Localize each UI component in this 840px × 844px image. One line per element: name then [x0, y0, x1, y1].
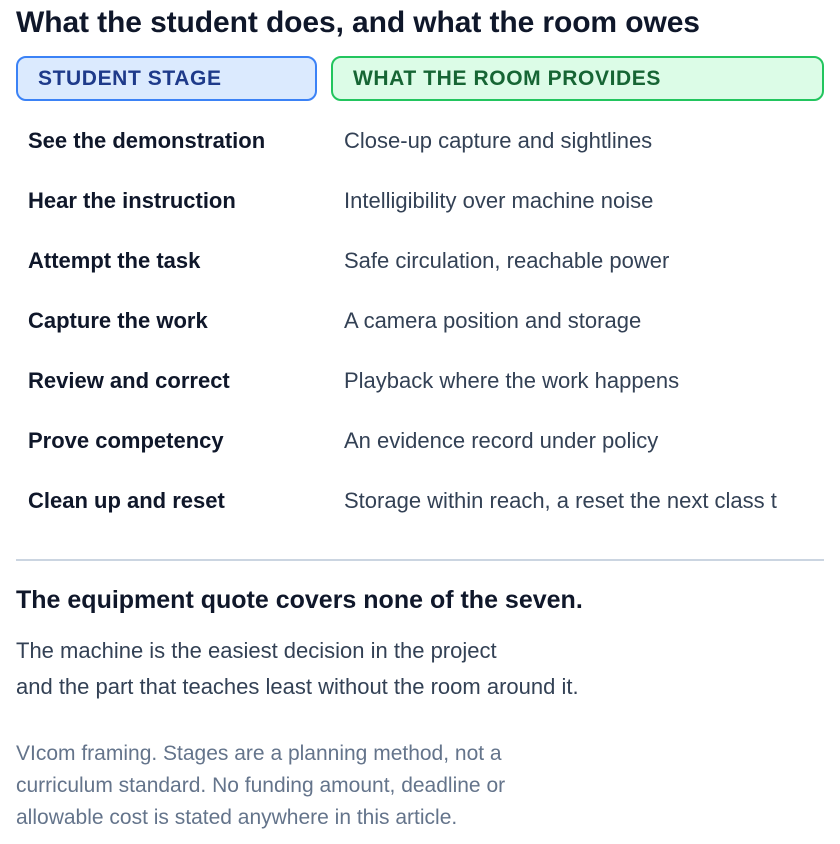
summary-headline: The equipment quote covers none of the seven.	[16, 586, 583, 614]
provides-cell: Playback where the work happens	[344, 368, 680, 393]
stage-cell: Attempt the task	[28, 248, 201, 273]
table-row	[0, 114, 840, 174]
student-stage-header-label: STUDENT STAGE	[38, 66, 222, 90]
footnote-line: allowable cost is stated anywhere in this article.	[16, 806, 458, 829]
provides-cell: Close-up capture and sightlines	[344, 128, 653, 153]
footnote-line: VIcom framing. Stages are a planning method, not a	[16, 742, 502, 765]
table-row	[0, 174, 840, 234]
stage-cell: Capture the work	[28, 308, 208, 333]
summary-body-line: The machine is the easiest decision in the project	[16, 638, 497, 663]
provides-cell: A camera position and storage	[344, 308, 642, 333]
footnote-line: curriculum standard. No funding amount, deadline or	[16, 774, 506, 797]
provides-cell: Storage within reach, a reset the next class t	[344, 488, 777, 513]
page-title: What the student does, and what the room owes	[16, 6, 700, 39]
stage-cell: Prove competency	[28, 428, 224, 453]
table-row	[0, 234, 840, 294]
summary-body-line: and the part that teaches least without the room around it.	[16, 674, 579, 699]
table-row	[0, 354, 840, 414]
stage-table	[0, 114, 840, 534]
student-stage-header	[16, 56, 317, 101]
table-row	[0, 474, 840, 534]
provides-cell: Intelligibility over machine noise	[344, 188, 654, 213]
room-provides-header	[331, 56, 824, 101]
provides-cell: Safe circulation, reachable power	[344, 248, 670, 273]
stage-cell: See the demonstration	[28, 128, 266, 153]
stage-cell: Review and correct	[28, 368, 230, 393]
table-row	[0, 414, 840, 474]
provides-cell: An evidence record under policy	[344, 428, 659, 453]
table-row	[0, 294, 840, 354]
stage-cell: Hear the instruction	[28, 188, 236, 213]
section-divider	[16, 559, 824, 561]
room-provides-header-label: WHAT THE ROOM PROVIDES	[353, 66, 661, 90]
stage-cell: Clean up and reset	[28, 488, 225, 513]
